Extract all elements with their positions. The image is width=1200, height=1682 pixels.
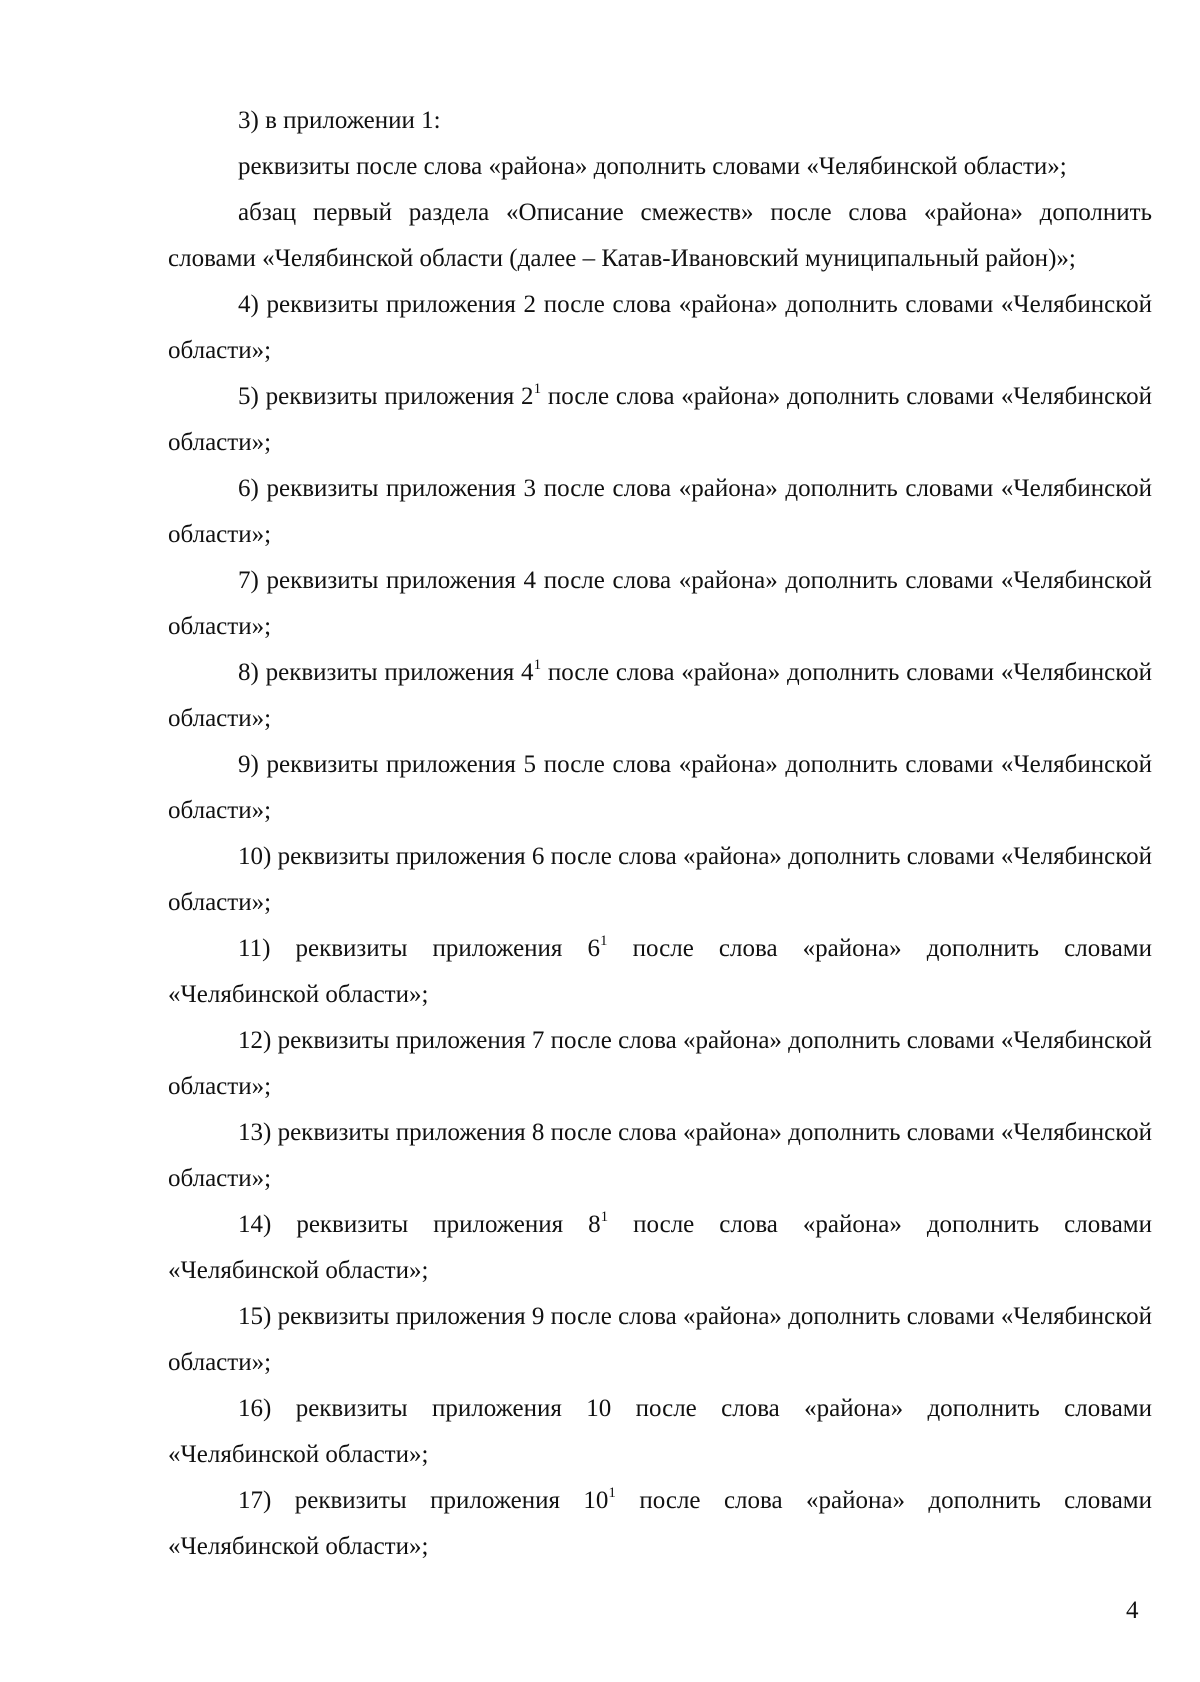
superscript-marker: 1 (533, 657, 542, 673)
paragraph-item-11-text: 11) реквизиты приложения 6 (238, 935, 601, 962)
paragraph-item-10: 10) реквизиты приложения 6 после слова «района» дополнить словами «Челябинской области»; (168, 843, 1152, 916)
paragraph-item-14-text: 14) реквизиты приложения 8 (238, 1211, 601, 1238)
paragraph-item-17-rest: после слова «района» дополнить словами «Челябинской области»; (168, 1487, 1152, 1560)
page-number: 4 (1126, 1597, 1139, 1624)
paragraph-item-5-rest: после слова «района» дополнить словами «Челябинской области»; (168, 383, 1152, 456)
paragraph-item-11-rest: после слова «района» дополнить словами «Челябинской области»; (168, 935, 1152, 1008)
paragraph-item-8-rest: после слова «района» дополнить словами «Челябинской области»; (168, 659, 1152, 732)
superscript-marker: 1 (608, 1485, 616, 1501)
paragraph-requisites: реквизиты после слова «района» дополнить словами «Челябинской области»; (238, 153, 1067, 180)
paragraph-item-5 (168, 374, 1152, 466)
paragraph-item-14-rest: после слова «района» дополнить словами «Челябинской области»; (168, 1211, 1152, 1284)
superscript-marker: 1 (533, 381, 542, 397)
paragraph-item-12: 12) реквизиты приложения 7 после слова «района» дополнить словами «Челябинской области»; (168, 1027, 1152, 1100)
paragraph-item-9: 9) реквизиты приложения 5 после слова «района» дополнить словами «Челябинской области»; (168, 751, 1152, 824)
paragraph-item-6: 6) реквизиты приложения 3 после слова «района» дополнить словами «Челябинской области»; (168, 475, 1152, 548)
superscript-marker: 1 (600, 1209, 609, 1225)
paragraph-item-3: 3) в приложении 1: (238, 107, 441, 134)
paragraph-item-11 (168, 926, 1152, 1018)
paragraph-item-7: 7) реквизиты приложения 4 после слова «района» дополнить словами «Челябинской области»; (168, 567, 1152, 640)
paragraph-item-5-text: 5) реквизиты приложения 2 (238, 383, 534, 410)
paragraph-item-17 (168, 1478, 1152, 1570)
paragraph-item-16: 16) реквизиты приложения 10 после слова «района» дополнить словами «Челябинской области»; (168, 1395, 1152, 1468)
paragraph-item-14 (168, 1202, 1152, 1294)
superscript-marker: 1 (600, 933, 608, 949)
paragraph-item-4: 4) реквизиты приложения 2 после слова «района» дополнить словами «Челябинской области»; (168, 291, 1152, 364)
paragraph-item-13: 13) реквизиты приложения 8 после слова «района» дополнить словами «Челябинской области»; (168, 1119, 1152, 1192)
paragraph-item-17-text: 17) реквизиты приложения 10 (238, 1487, 609, 1514)
paragraph-item-8 (168, 650, 1152, 742)
document-body (168, 98, 1152, 1570)
paragraph-first-section: абзац первый раздела «Описание смежеств» после слова «района» дополнить словами «Челябинской области (далее – Катав-Ивановский муниципальный район)»; (168, 199, 1152, 272)
paragraph-item-15: 15) реквизиты приложения 9 после слова «района» дополнить словами «Челябинской области»; (168, 1303, 1152, 1376)
paragraph-item-8-text: 8) реквизиты приложения 4 (238, 659, 534, 686)
